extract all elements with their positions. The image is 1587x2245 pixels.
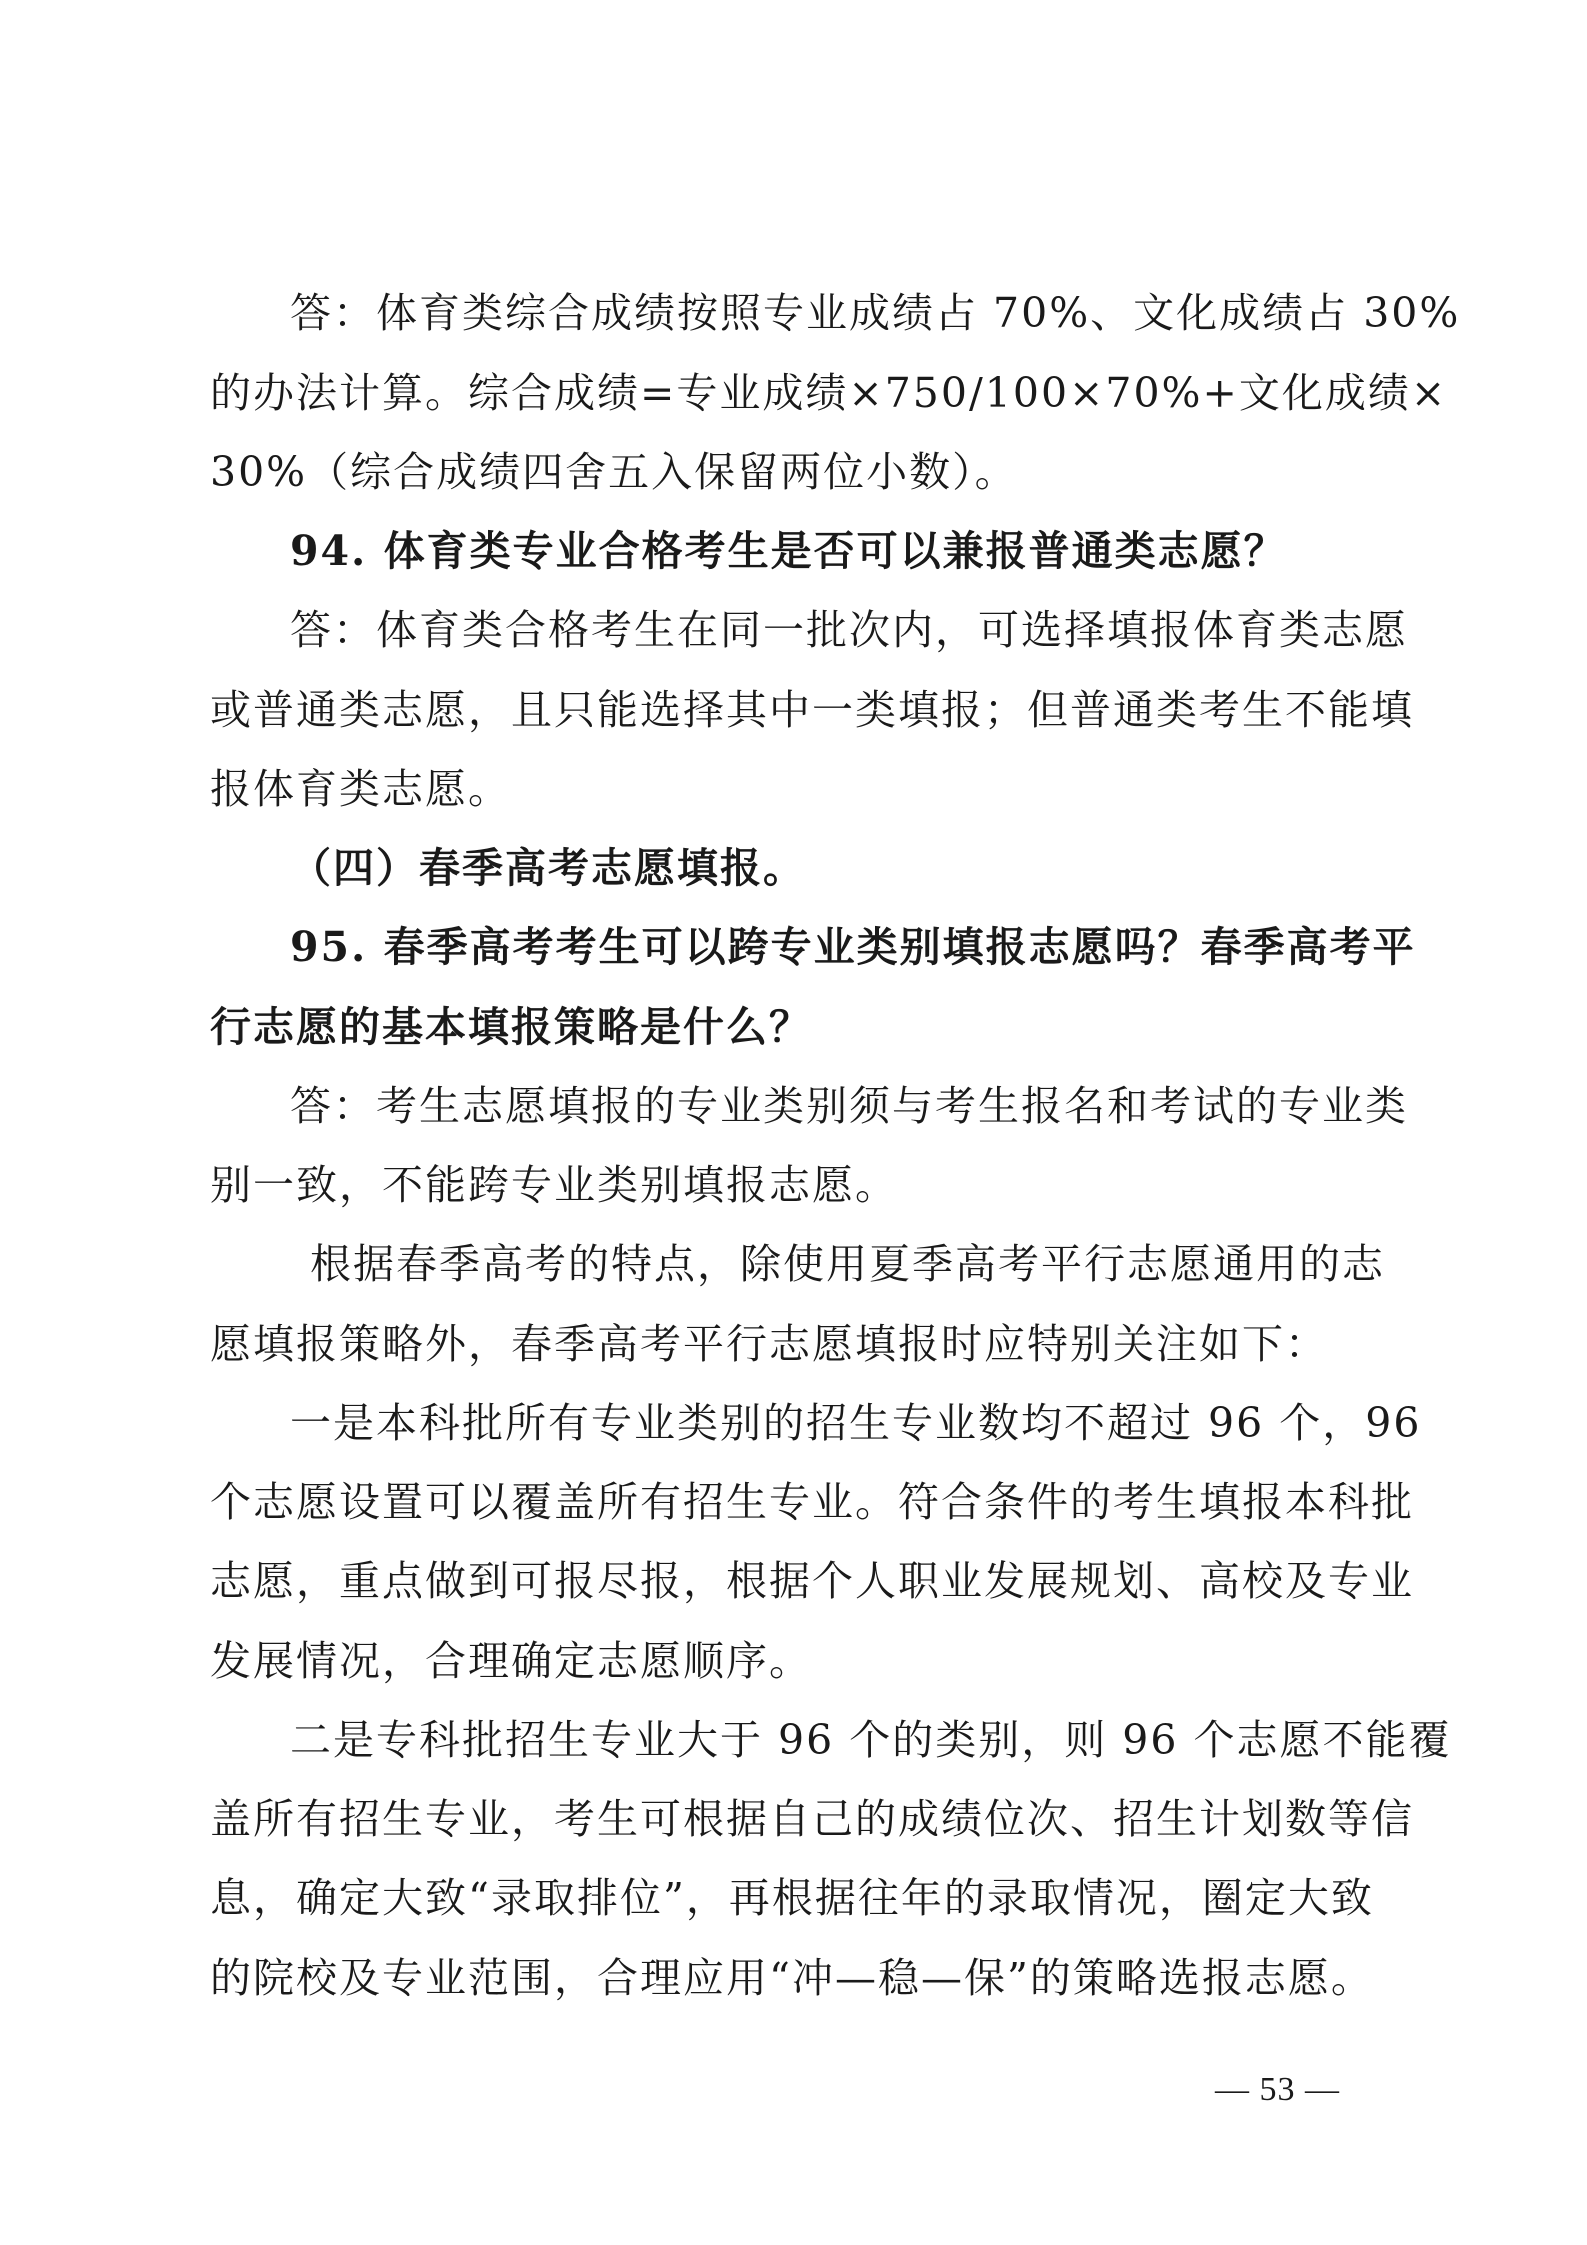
answer-94-line-3: 报体育类志愿。 <box>210 765 511 813</box>
answer-94-line-2: 或普通类志愿，且只能选择其中一类填报；但普通类考生不能填 <box>210 686 1414 734</box>
question-95-line-2: 行志愿的基本填报策略是什么？ <box>210 1003 812 1051</box>
page-number: — 53 — <box>1215 2071 1340 2108</box>
point-1-line-2: 个志愿设置可以覆盖所有招生专业。符合条件的考生填报本科批 <box>210 1478 1414 1526</box>
point-2-line-3: 息，确定大致“录取排位”，再根据往年的录取情况，圈定大致 <box>210 1874 1374 1922</box>
answer-93-line-3: 30%（综合成绩四舍五入保留两位小数）。 <box>210 448 1018 496</box>
point-1-line-4: 发展情况，合理确定志愿顺序。 <box>210 1637 812 1685</box>
answer-94-line-1: 答：体育类合格考生在同一批次内，可选择填报体育类志愿 <box>290 606 1408 654</box>
point-2-line-1: 二是专科批招生专业大于 96 个的类别，则 96 个志愿不能覆 <box>290 1716 1452 1764</box>
strategy-intro-line-1: 根据春季高考的特点，除使用夏季高考平行志愿通用的志 <box>310 1240 1385 1288</box>
point-2-line-2: 盖所有招生专业，考生可根据自己的成绩位次、招生计划数等信 <box>210 1795 1414 1843</box>
point-2-line-4: 的院校及专业范围，合理应用“冲—稳—保”的策略选报志愿。 <box>210 1954 1374 2002</box>
point-1-line-3: 志愿，重点做到可报尽报，根据个人职业发展规划、高校及专业 <box>210 1557 1414 1605</box>
section-heading-4: （四）春季高考志愿填报。 <box>290 844 806 892</box>
point-1-line-1: 一是本科批所有专业类别的招生专业数均不超过 96 个，96 <box>290 1399 1422 1447</box>
answer-95-line-1: 答：考生志愿填报的专业类别须与考生报名和考试的专业类 <box>290 1082 1408 1130</box>
answer-93-line-1: 答：体育类综合成绩按照专业成绩占 70%、文化成绩占 30% <box>290 289 1461 337</box>
answer-93-line-2: 的办法计算。综合成绩=专业成绩×750/100×70%+文化成绩× <box>210 369 1448 417</box>
strategy-intro-line-2: 愿填报策略外，春季高考平行志愿填报时应特别关注如下： <box>210 1320 1328 1368</box>
question-94: 94. 体育类专业合格考生是否可以兼报普通类志愿？ <box>290 527 1287 575</box>
answer-95-line-2: 别一致，不能跨专业类别填报志愿。 <box>210 1161 898 1209</box>
question-95-line-1: 95. 春季高考考生可以跨专业类别填报志愿吗？春季高考平 <box>290 923 1416 971</box>
